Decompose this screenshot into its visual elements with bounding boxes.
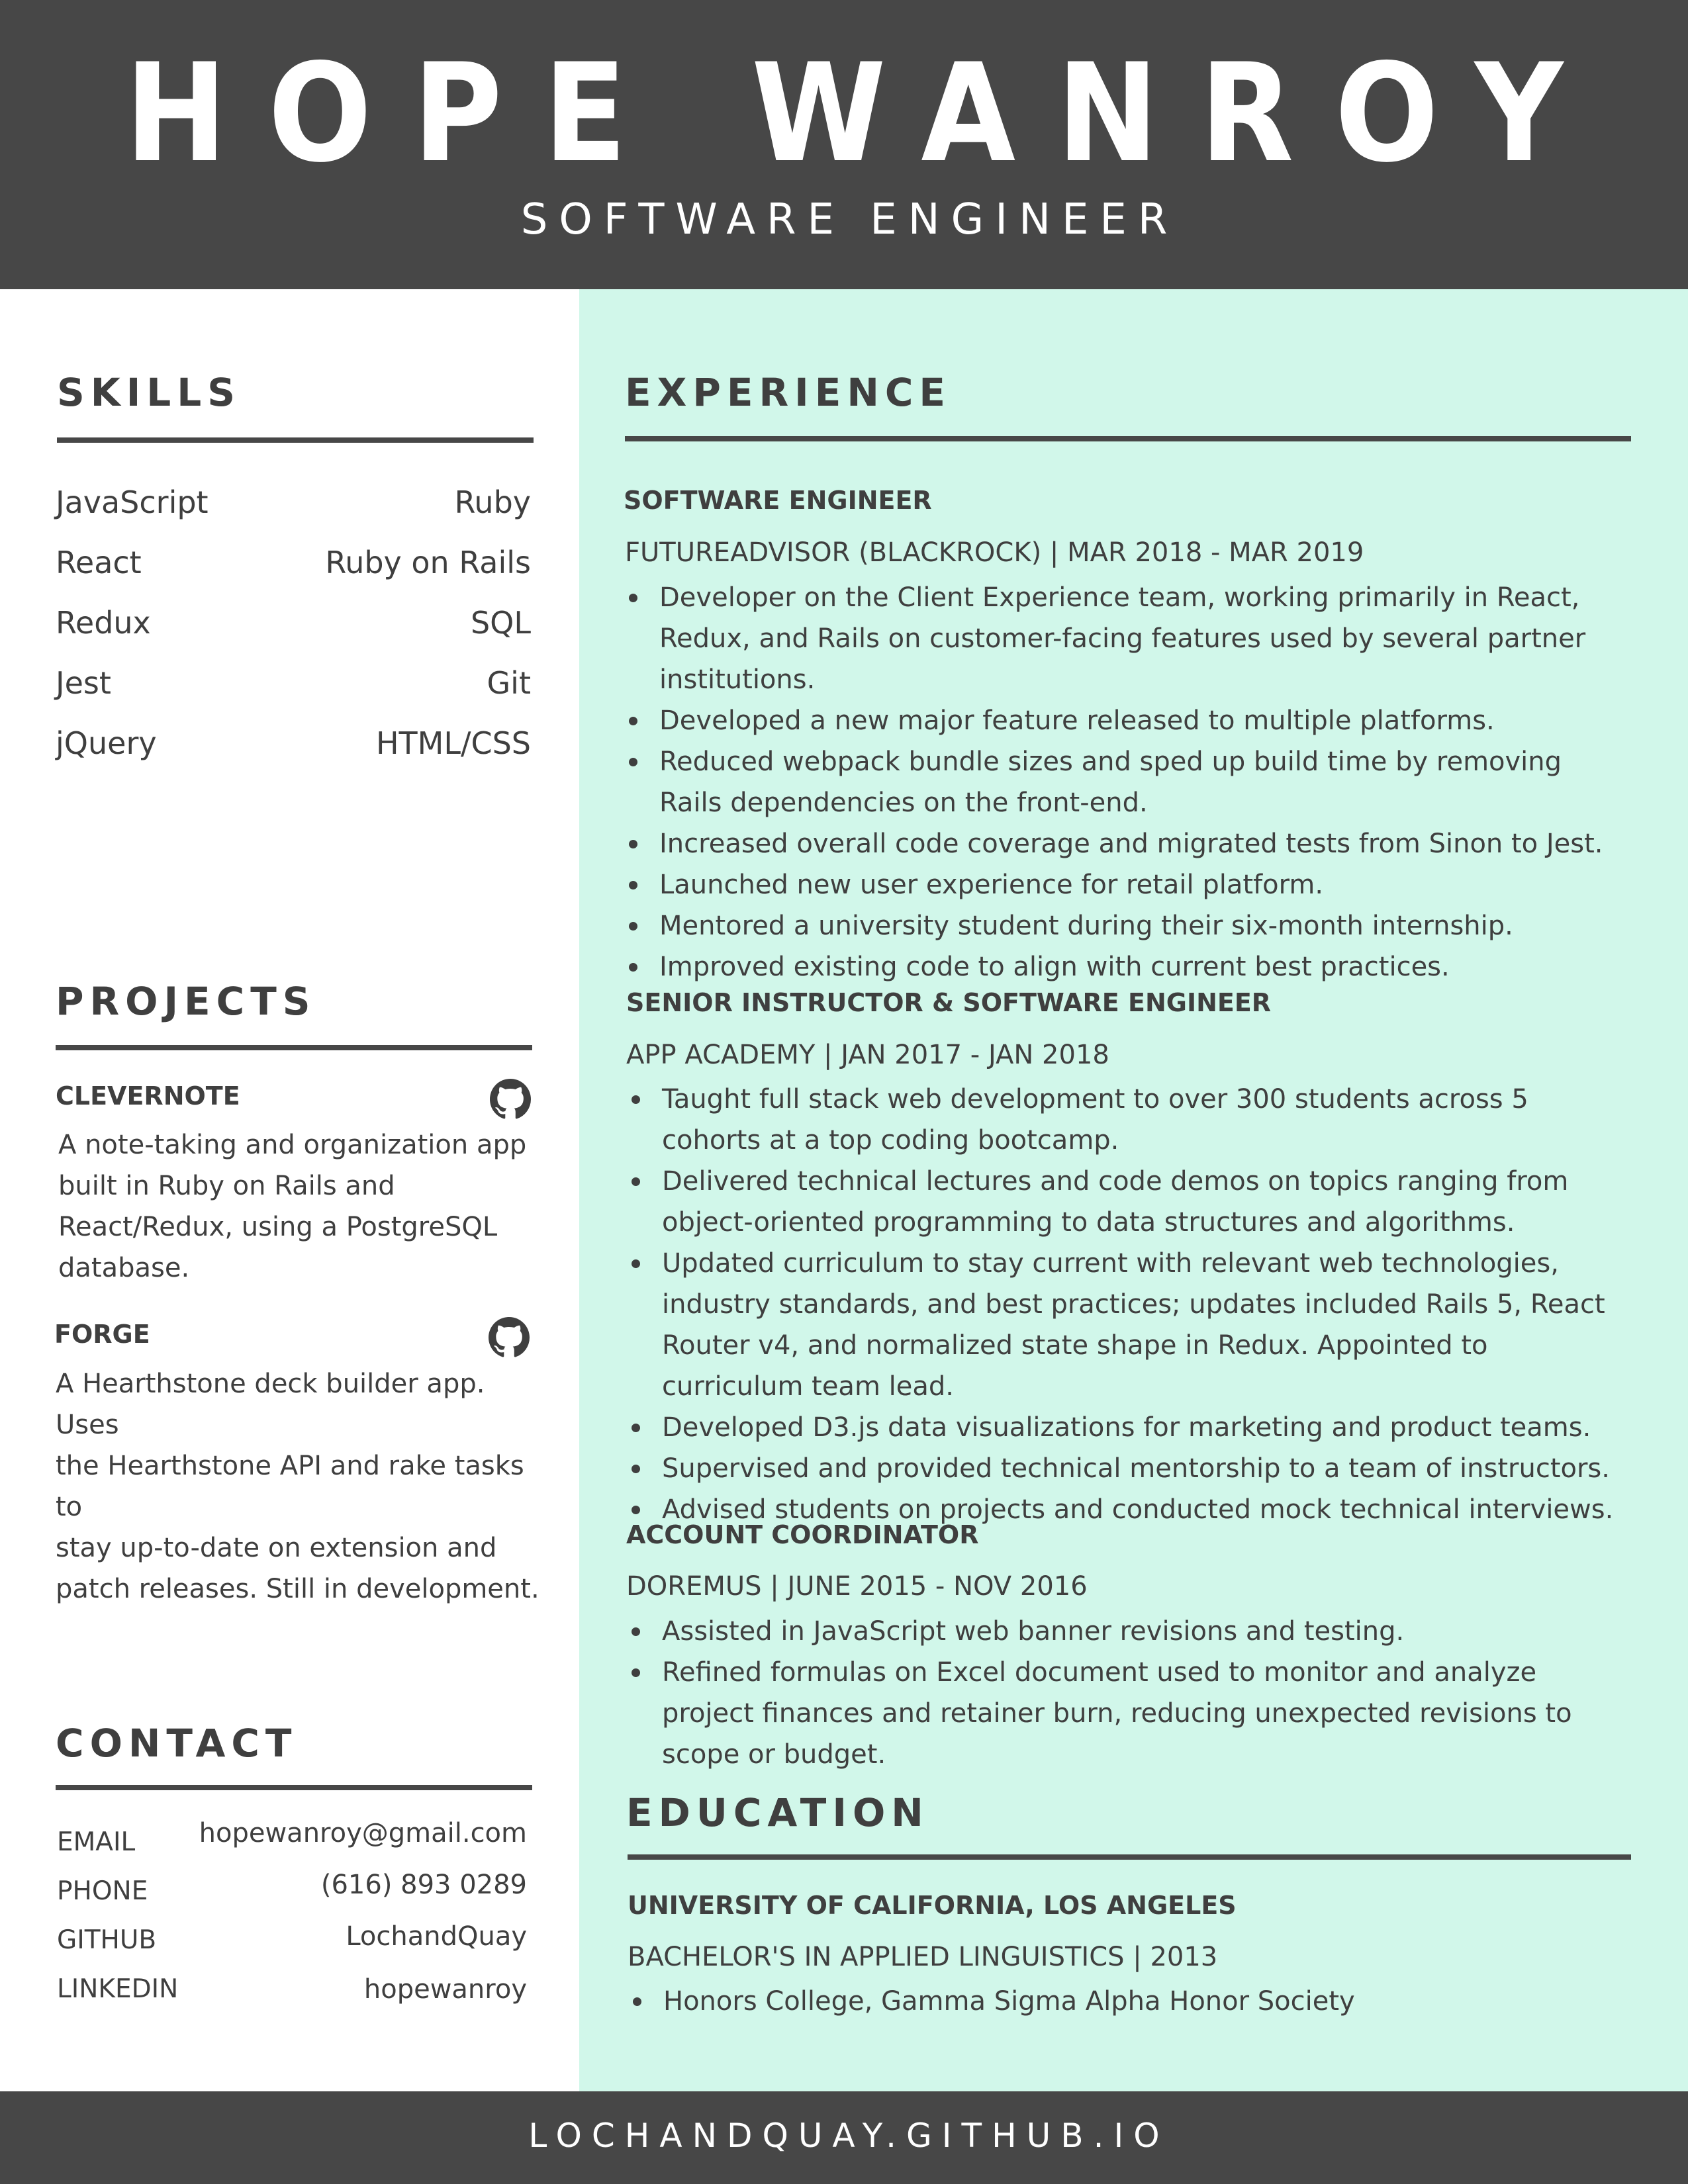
candidate-title: SOFTWARE ENGINEER [520, 195, 1179, 244]
experience-rule [625, 436, 1631, 441]
job-bullet-list [628, 1611, 1631, 1775]
contact-label-linkedin: LINKEDIN [57, 1974, 179, 2004]
list-item: Delivered technical lectures and code demos on topics ranging from object-oriented programming to data structures and algorithms. [628, 1161, 1631, 1243]
skills-rule [57, 437, 534, 443]
list-item: Mentored a university student during their six-month internship. [625, 905, 1631, 946]
skills-heading: SKILLS [57, 370, 241, 415]
contact-rule [56, 1785, 532, 1790]
contact-phone: (616) 893 0289 [320, 1870, 527, 1900]
project-description-clevernote: A note-taking and organization app built in Ruby on Rails and React/Redux, using a PostgreSQL database. [58, 1130, 527, 1283]
job-company-dates: DOREMUS | JUNE 2015 - NOV 2016 [626, 1571, 1088, 1602]
school-name: UNIVERSITY OF CALIFORNIA, LOS ANGELES [628, 1891, 1237, 1920]
website-link[interactable]: LOCHANDQUAY.GITHUB.IO [528, 2116, 1170, 2155]
project-description-forge: A Hearthstone deck builder app. Uses the Hearthstone API and rake tasks to stay up-to-date on extension and patch releases. Still in development. [56, 1369, 539, 1604]
list-item: Advised students on projects and conducted mock technical interviews. [628, 1489, 1631, 1530]
list-item: Reduced webpack bundle sizes and sped up build time by removing Rails dependencies on the front-end. [625, 741, 1631, 823]
degree-info: BACHELOR'S IN APPLIED LINGUISTICS | 2013 [628, 1942, 1218, 1972]
skill-item: React [56, 545, 142, 580]
projects-heading: PROJECTS [56, 979, 316, 1024]
job-title: SOFTWARE ENGINEER [624, 486, 932, 515]
job-company-dates: APP ACADEMY | JAN 2017 - JAN 2018 [626, 1040, 1109, 1070]
contact-label-phone: PHONE [57, 1876, 148, 1906]
skill-item: Git [487, 665, 531, 701]
education-heading: EDUCATION [626, 1790, 929, 1835]
candidate-name: HOPE WANROY [124, 35, 1605, 193]
job-bullet-list [628, 1079, 1631, 1530]
list-item: Refined formulas on Excel document used to monitor and analyze project finances and retainer burn, reducing unexpected revisions to scope or budget. [628, 1652, 1631, 1775]
header-banner [0, 0, 1688, 289]
skill-item: Ruby [454, 484, 531, 520]
list-item: Increased overall code coverage and migrated tests from Sinon to Jest. [625, 823, 1631, 864]
skill-item: JavaScript [56, 484, 209, 520]
project-title-clevernote: CLEVERNOTE [56, 1081, 240, 1111]
skill-item: jQuery [56, 725, 157, 761]
github-icon[interactable] [489, 1317, 530, 1358]
projects-rule [56, 1045, 532, 1050]
list-item: Launched new user experience for retail platform. [625, 864, 1631, 905]
contact-label-email: EMAIL [57, 1827, 136, 1857]
job-bullet-list [625, 577, 1631, 987]
experience-heading: EXPERIENCE [625, 370, 952, 415]
contact-email[interactable]: hopewanroy@gmail.com [199, 1818, 527, 1848]
list-item: Assisted in JavaScript web banner revisions and testing. [628, 1611, 1631, 1652]
contact-heading: CONTACT [56, 1721, 298, 1766]
list-item: Supervised and provided technical mentorship to a team of instructors. [628, 1448, 1631, 1489]
list-item: Developed D3.js data visualizations for marketing and product teams. [628, 1407, 1631, 1448]
list-item: Developed a new major feature released to multiple platforms. [625, 700, 1631, 741]
contact-github[interactable]: LochandQuay [346, 1921, 527, 1952]
skill-item: Redux [56, 605, 151, 641]
contact-linkedin[interactable]: hopewanroy [363, 1974, 527, 2005]
github-icon[interactable] [490, 1079, 531, 1120]
list-item: Developer on the Client Experience team, working primarily in React, Redux, and Rails on customer-facing features used by several partner institutions. [625, 577, 1631, 700]
skill-item: HTML/CSS [375, 725, 531, 761]
education-bullet-list [629, 1981, 1631, 2022]
list-item: Honors College, Gamma Sigma Alpha Honor Society [629, 1981, 1631, 2022]
education-rule [628, 1854, 1631, 1860]
footer-banner [0, 2091, 1688, 2184]
job-company-dates: FUTUREADVISOR (BLACKROCK) | MAR 2018 - MAR 2019 [625, 537, 1364, 568]
skill-item: SQL [470, 605, 531, 641]
contact-label-github: GITHUB [57, 1925, 157, 1955]
skill-item: Jest [56, 665, 111, 701]
list-item: Taught full stack web development to over 300 students across 5 cohorts at a top coding bootcamp. [628, 1079, 1631, 1161]
project-title-forge: FORGE [54, 1320, 150, 1349]
list-item: Updated curriculum to stay current with relevant web technologies, industry standards, and best practices; updates included Rails 5, React Router v4, and normalized state shape in Redux. Appointed to curriculum team lead. [628, 1243, 1631, 1407]
job-title: ACCOUNT COORDINATOR [626, 1520, 979, 1549]
list-item: Improved existing code to align with current best practices. [625, 946, 1631, 987]
skill-item: Ruby on Rails [325, 545, 531, 580]
job-title: SENIOR INSTRUCTOR & SOFTWARE ENGINEER [626, 988, 1272, 1017]
